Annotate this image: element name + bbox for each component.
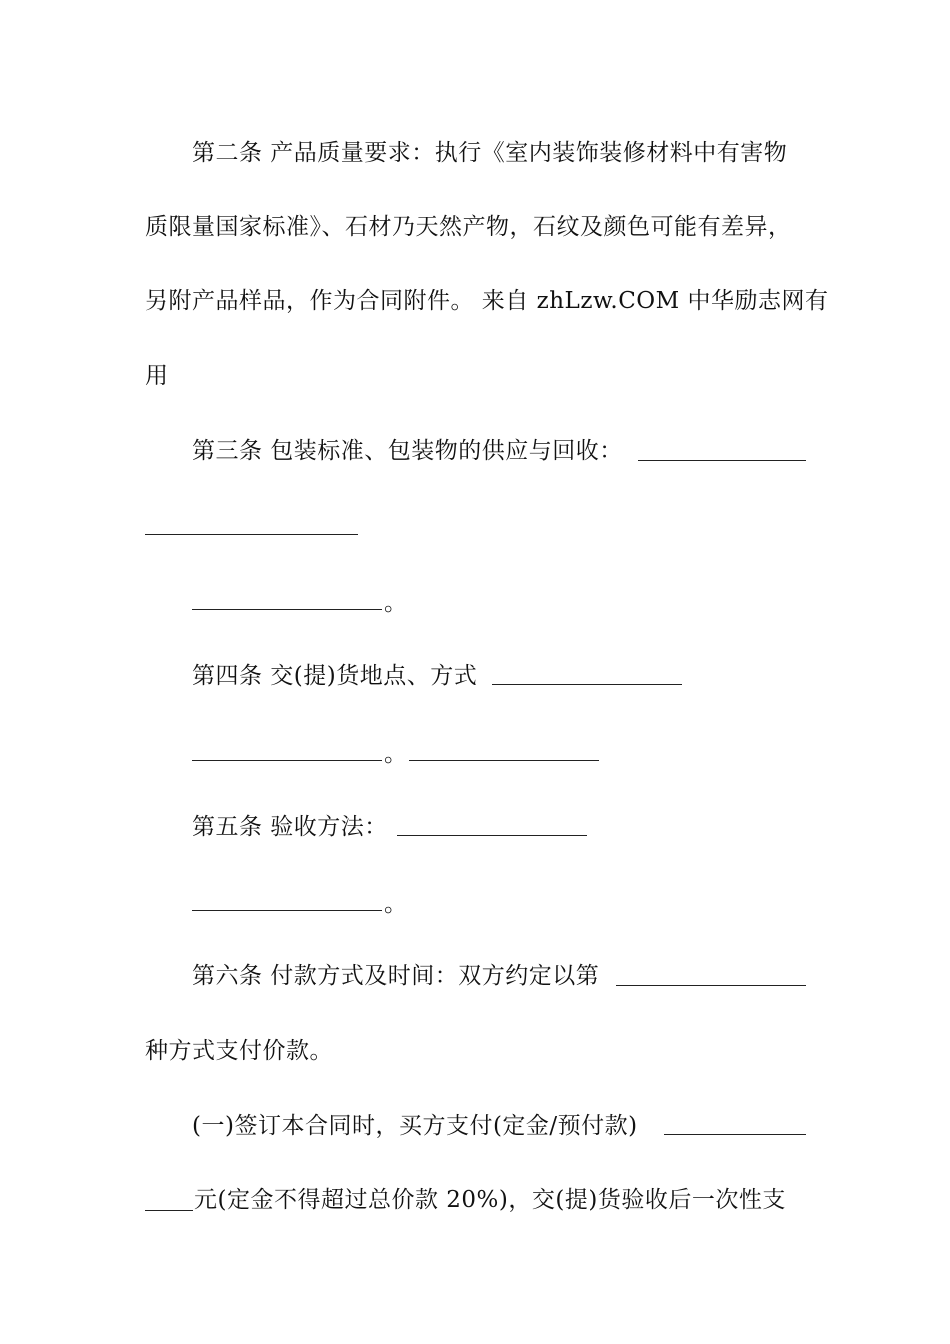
item-1-line-1: (一)签订本合同时，买方支付(定金/预付款) xyxy=(192,1113,638,1139)
article-6-blank-1 xyxy=(616,985,806,986)
article-3-label: 第三条 包装标准、包装物的供应与回收： xyxy=(192,438,623,464)
article-4-blank-2 xyxy=(192,760,382,761)
article-3-end: 。 xyxy=(384,590,408,616)
article-4-blank-1 xyxy=(492,684,682,685)
article-5-blank-2 xyxy=(192,910,382,911)
article-2-line-1: 第二条 产品质量要求：执行《室内装饰装修材料中有害物 xyxy=(192,140,788,166)
article-5-end: 。 xyxy=(384,891,408,917)
article-5-blank-1 xyxy=(397,835,587,836)
item-1-line-2: 元(定金不得超过总价款 20%)，交(提)货验收后一次性支 xyxy=(194,1187,786,1213)
article-3-blank-3 xyxy=(192,609,382,610)
item-1-blank-1 xyxy=(664,1134,806,1135)
article-2-line-2: 质限量国家标准》、石材乃天然产物，石纹及颜色可能有差异， xyxy=(145,214,792,240)
article-4-end: 。 xyxy=(384,741,408,767)
article-2-line-4: 用 xyxy=(145,363,169,389)
article-4-label: 第四条 交(提)货地点、方式 xyxy=(192,663,478,689)
article-6-label: 第六条 付款方式及时间：双方约定以第 xyxy=(192,963,600,989)
article-5-label: 第五条 验收方法： xyxy=(192,814,388,840)
article-2-line-3: 另附产品样品，作为合同附件。 来自 zhLzw.COM 中华励志网有 xyxy=(145,288,829,314)
article-3-blank-1 xyxy=(638,460,806,461)
article-3-blank-2 xyxy=(145,534,358,535)
article-4-blank-3 xyxy=(409,760,599,761)
article-6-line-2: 种方式支付价款。 xyxy=(145,1038,333,1064)
item-1-blank-2 xyxy=(145,1210,193,1211)
